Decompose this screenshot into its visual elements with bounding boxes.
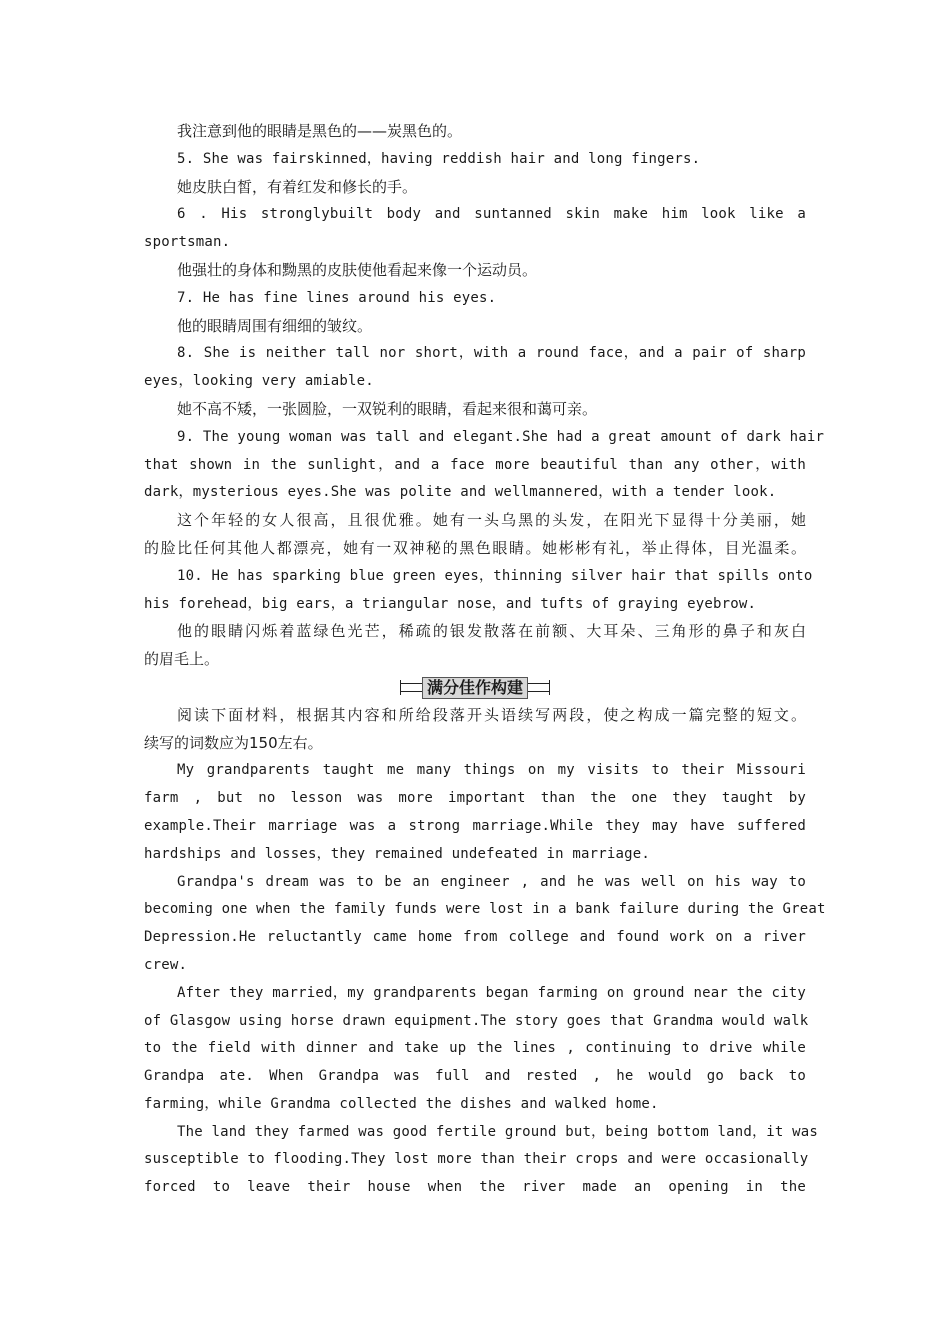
text-line: to the field with dinner and take up the lines , continuing to drive while bbox=[144, 1040, 806, 1057]
section-heading-banner bbox=[400, 677, 550, 699]
document-body bbox=[144, 118, 826, 1202]
text-line: The land they farmed was good fertile ground but，being bottom land，it was bbox=[177, 1123, 819, 1140]
text-line: forced to leave their house when the river made an opening in the bbox=[144, 1179, 806, 1196]
text-line: 我注意到他的眼睛是黑色的——炭黑色的。 bbox=[177, 122, 463, 140]
text-line: After they married，my grandparents began farming on ground near the city bbox=[177, 984, 806, 1001]
text-line: farm , but no lesson was more important than the one they taught by bbox=[144, 790, 806, 807]
text-line: 他的眼睛周围有细细的皱纹。 bbox=[177, 316, 373, 335]
text-line: farming，while Grandma collected the dishes and walked home. bbox=[144, 1095, 659, 1112]
text-line: crew. bbox=[144, 956, 188, 973]
text-line: that shown in the sunlight，and a face more beautiful than any other，with bbox=[144, 456, 806, 473]
text-line: Depression.He reluctantly came home from college and found work on a river bbox=[144, 929, 806, 946]
text-line: dark，mysterious eyes.She was polite and wellmannered，with a tender look. bbox=[144, 484, 777, 501]
text-line: his forehead，big ears，a triangular nose，and tufts of graying eyebrow. bbox=[144, 595, 757, 612]
text-line: 的脸比任何其他人都漂亮，她有一双神秘的黑色眼睛。她彬彬有礼，举止得体，目光温柔。 bbox=[144, 538, 806, 557]
writing-task bbox=[144, 702, 826, 1202]
text-line: 阅读下面材料，根据其内容和所给段落开头语续写两段，使之构成一篇完整的短文。 bbox=[177, 705, 806, 724]
example-sentences bbox=[144, 118, 825, 674]
text-line: 她不高不矮，一张圆脸，一双锐利的眼睛，看起来很和蔼可亲。 bbox=[177, 399, 598, 418]
text-line: of Glasgow using horse drawn equipment.The story goes that Grandma would walk bbox=[144, 1012, 809, 1029]
text-line: 8. She is neither tall nor short，with a round face，and a pair of sharp bbox=[177, 345, 806, 362]
text-line: Grandpa ate. When Grandpa was full and rested , he would go back to bbox=[144, 1068, 806, 1085]
text-line: hardships and losses，they remained undefeated in marriage. bbox=[144, 845, 651, 862]
text-line: becoming one when the family funds were lost in a bank failure during the Great bbox=[144, 901, 826, 918]
text-line: 7. He has fine lines around his eyes. bbox=[177, 289, 497, 306]
text-line: 的眉毛上。 bbox=[144, 650, 220, 669]
text-line: 这个年轻的女人很高，且很优雅。她有一头乌黑的头发，在阳光下显得十分美丽，她 bbox=[177, 511, 806, 530]
heading-left-ornament bbox=[400, 683, 422, 692]
section-title: 满分佳作构建 bbox=[422, 677, 528, 699]
text-line: Grandpa's dream was to be an engineer , and he was well on his way to bbox=[177, 873, 806, 890]
text-line: susceptible to flooding.They lost more than their crops and were occasionally bbox=[144, 1151, 809, 1168]
text-line: 她皮肤白皙，有着红发和修长的手。 bbox=[177, 177, 418, 196]
text-line: 续写的词数应为150左右。 bbox=[144, 733, 323, 752]
text-line: eyes，looking very amiable. bbox=[144, 373, 374, 390]
text-line: 他的眼睛闪烁着蓝绿色光芒，稀疏的银发散落在前额、大耳朵、三角形的鼻子和灰白 bbox=[177, 622, 806, 641]
heading-right-ornament bbox=[528, 683, 550, 692]
text-line: 5. She was fairskinned，having reddish hair and long fingers. bbox=[177, 150, 701, 167]
text-line: example.Their marriage was a strong marriage.While they may have suffered bbox=[144, 817, 806, 834]
text-line: 10. He has sparking blue green eyes，thinning silver hair that spills onto bbox=[177, 567, 813, 584]
text-line: 9. The young woman was tall and elegant.She had a great amount of dark hair bbox=[177, 428, 825, 445]
text-line: sportsman. bbox=[144, 234, 231, 251]
section-heading bbox=[144, 674, 806, 702]
text-line: 他强壮的身体和黝黑的皮肤使他看起来像一个运动员。 bbox=[177, 260, 538, 279]
text-line: My grandparents taught me many things on my visits to their Missouri bbox=[177, 762, 806, 779]
text-line: 6 . His stronglybuilt body and suntanned skin make him look like a bbox=[177, 206, 806, 223]
